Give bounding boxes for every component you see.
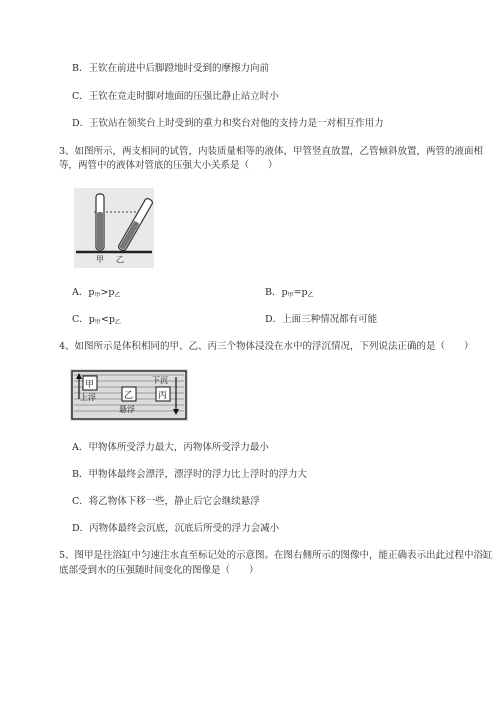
test-tubes-figure: [74, 188, 154, 268]
buoyancy-figure: [70, 369, 188, 421]
label-xuanfu: 悬浮: [119, 405, 135, 414]
tube-label-jia: 甲: [96, 255, 104, 264]
object-yi: 乙: [124, 391, 134, 401]
q4-option-c: C．将乙物体下移一些，静止后它会继续悬浮: [72, 496, 260, 507]
q2-option-b: B．王钦在前进中后脚蹬地时受到的摩擦力向前: [72, 63, 269, 74]
label-xiachen: 下沉: [152, 376, 168, 385]
q3-option-a: A．$p_甲>p_乙$: [72, 287, 121, 299]
q4-option-b: B．甲物体最终会漂浮，漂浮时的浮力比上浮时的浮力大: [72, 469, 307, 480]
q3-option-d: D．上面三种情况都有可能: [265, 314, 378, 325]
q5-stem-line2: 底部受到水的压强随时间变化的图像是（ ）: [59, 565, 259, 576]
q4-option-a: A．甲物体所受浮力最大，丙物体所受浮力最小: [72, 442, 269, 453]
q2-option-c: C．王钦在竞走时脚对地面的压强比静止站立时小: [72, 91, 279, 102]
q3-option-b: B．$p_甲=p_乙$: [265, 287, 314, 299]
q2-option-d: D．王钦站在领奖台上时受到的重力和奖台对他的支持力是一对相互作用力: [72, 118, 384, 129]
label-shangfu: 上浮: [80, 393, 96, 402]
q5-stem-line1: 5、图甲是往浴缸中匀速注水直至标记处的示意图。在图右侧所示的图像中，能正确表示出此过程中浴缸: [59, 550, 493, 561]
object-jia: 甲: [85, 380, 95, 390]
tube-label-yi: 乙: [116, 255, 124, 264]
q3-stem-line2: 等，两管中的液体对管底的压强大小关系是（ ）: [59, 160, 278, 171]
q4-stem: 4、如图所示是体积相同的甲、乙、丙三个物体浸没在水中的浮沉情况，下列说法正确的是（ ）: [59, 341, 474, 352]
q3-option-c: C．$p_甲<p_乙$: [72, 314, 121, 326]
q3-stem-line1: 3、如图所示，两支相同的试管，内装质量相等的液体，甲管竖直放置，乙管倾斜放置，两管的液面相: [59, 146, 484, 157]
q4-option-d: D．丙物体最终会沉底，沉底后所受的浮力会减小: [72, 523, 280, 534]
object-bing: 丙: [158, 391, 168, 401]
